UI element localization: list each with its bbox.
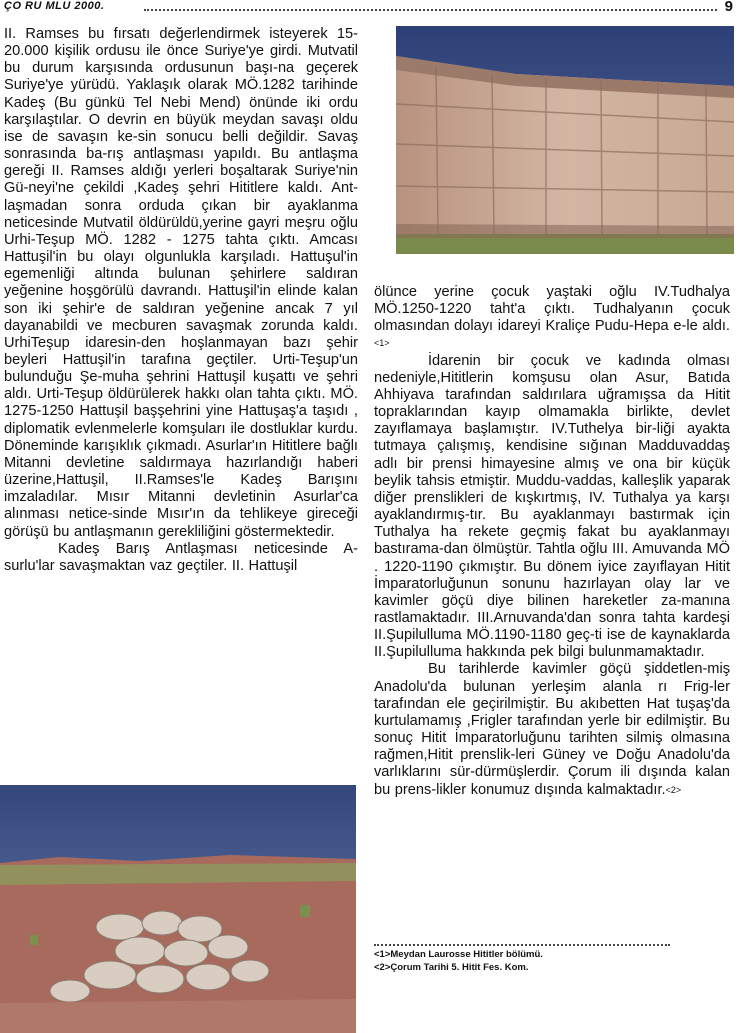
right-paragraph-1 [374,284,730,353]
right-paragraph-1-text: ölünce yerine çocuk yaştaki oğlu IV.Tudhalya MÖ.1250-1220 taht'a çıktı. Tudhalyanın çocuk olmasından dolayı idareyi Kraliçe Pudu-Hepa e-le aldı. [374,284,730,335]
ruins-photo-image [0,785,356,1033]
ruins-photo [0,785,356,1033]
footnote-1: <1>Meydan Laurosse Hititler bölümü. [374,949,543,960]
right-paragraph-3-text: Bu tarihlerde kavimler göçü şiddetlen-miş Anadolu'da bulunan yerleşim alanla rı Frig-ler tarafından ele geçirilmiştir. Bu akıbetten Hat tuşaş'da kurtulamamış ,Frigler tarafından yerle bir edilmiştir. Bu sonuç Hitit İmparatorluğunu tarihten silmiş olmasına rağmen,Hitit prenslik-leri Güney ve Doğu Anadolu'da varlıklarını sür-dürmüşlerdir. Çorum ili dışında kalan bu prens-likler konumuz dışında kalmaktadır. [374,661,730,798]
right-paragraph-2: İdarenin bir çocuk ve kadında olması nedeniyle,Hititlerin komşusu olan Asur, Batıda Ahhiyava tarafından saldırılara uğramışsa da Hitit topraklarından kayıp olmamakla birlikte, devlet zayıflamaya başlamıştır. IV.Tuthelya bir-liği ayakta tutmaya çalışmış, kendisine sığınan Madduvaddaş adlı bir prensi himayesine almış ve ona bir küçük beylik tahsis etmiştir. Muddu-vaddas, kalleşlik yaparak diğer prenslikleri de kışkırtmış, IV. Tuthalya ya karşı ayaklandırmış-tır. Bu ayaklanmayı bastırmak için Tuthalya ha rekete geçmiş fakat bu ayaklanmayı bastırama-dan ölmüştür. Tahtla oğlu III. Amuvanda MÖ . 1220-1190 çıkmıştır. Bu dönem iyice zayıflayan Hitit İmparatorluğunun sonunu hazırlayan olay lar ve kavimler göçü diye bilinen hareketler za-manına rastlamaktadır. III.Arnuvanda'dan sonra tahta kardeşi II.Şupilulluma MÖ.1190-1180 geç-ti ise de kaynaklarda II.Şupilulluma hakkında pek bilgi bulunmamaktadır. [374,352,730,661]
header-dotted-rule [144,9,717,11]
footnote-ref-2: <2> [665,784,682,795]
right-text-column [374,284,730,799]
right-paragraph-3 [374,661,730,798]
footnote-dotted-rule [374,944,670,946]
stone-wall-photo-image [396,26,734,254]
magazine-brand: ÇO RU MLU 2000. [4,0,105,12]
page-header [4,0,737,16]
left-text-column [4,26,358,575]
left-paragraph-2: Kadeş Barış Antlaşması neticesinde A-surlu'lar savaşmaktan vaz geçtiler. II. Hattuşil [4,540,358,574]
footnote-2: <2>Çorum Tarihi 5. Hitit Fes. Kom. [374,962,529,973]
page-number: 9 [724,0,733,15]
footnote-ref-1: <1> [374,338,390,349]
stone-wall-photo [396,26,734,254]
left-paragraph-1: II. Ramses bu fırsatı değerlendirmek isteyerek 15-20.000 kişilik ordusu ile önce Suriye'ye girdi. Mutvatil bu durum karşısında ordusunun başı-na geçerek Suriye'ye yürüdü. Yaklaşık olarak MÖ.1282 tarihinde Kadeş (Bu günkü Tel Nebi Mend) önünde iki ordu karşılaştılar. O devrin en büyük meydan savaşı oldu ise de savaşın ke-sin sonucu belli değildir. Savaş sonrasında ba-rış antlaşması yapıldı. Bu antlaşma gereği II. Ramses aldığı yerleri boşaltarak Suriye'nin Gü-neyi'ne çekildi ,Kadeş şehri Hititlere kaldı. Ant-laşmadan sonra orduda çıkan bir ayaklanma neticesinde Mutvatil öldürüldü,yerine gayri meşru oğlu Urhi-Teşup MÖ. 1282 - 1275 tahta çıktı. Amcası Hattuşil'in bu olayı olgunlukla karşıladı. Hattuşul'in egemenliği altında bulunan şehirlere saldıran yeğenine hoşgörülü davrandı. Hattuşil'in elinde kalan son iki şehir'e de saldıran yeğenine ancak 7 yıl dayanabildi ve mecburen savaşmak zorunda kaldı. UrhiTeşup idaresin-den hoşlanmayan bazı şehir beyleri Hattuşil'in tarafına geçtiler. Urti-Teşup'un bulunduğu Şe-muha şehrini Hattuşil kuşattı ve şehri aldı. Urti-Teşup öldürülerek hakkı olan tahta çıktı. MÖ. 1275-1250 Hattuşil başşehrini yine Hattuşaş'a taşıdı , diplomatik evlenmelerle komşuları ile dostluklar kurdu. Döneminde karışıklık çıkmadı. Asurlar'ın Hititlere bağlı Mitanni devletine saldırmaya hazırlandığı haberi üzerine,Hattuşil, II.Ramses'le Kadeş Barışını imzaladılar. Mısır Mitanni devletinin Asurlar'ca alınması netice-sinde Mısır'ın da tehlikeye gireceği görüşü bu antlaşmanın gerekliliğini göstermektedir. [4,26,358,540]
